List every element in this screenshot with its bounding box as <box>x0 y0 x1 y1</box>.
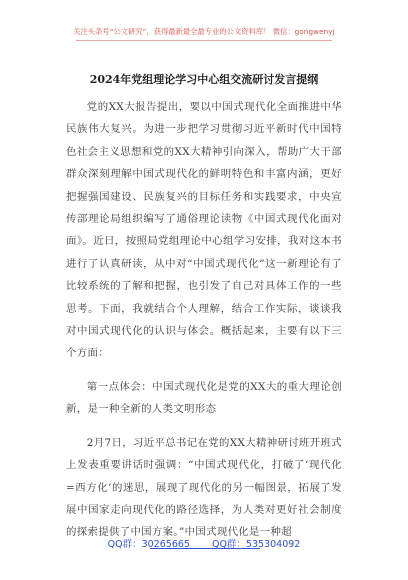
footer-qq-group-2: QQ群：535304092 <box>211 539 301 550</box>
paragraph-intro: 党的XX大报告提出，要以中国式现代化全面推进中华民族伟大复兴。为进一步把学习贯彻习近平新时代中国特色社会主义思想和党的XX大精神引向深入，帮助广大干部群众深刻理解中国式现代化的鲜明特色和丰富内涵，更好把握强国建设、民族复兴的目标任务和实践要求，中央宣传部理论局组织编写了通俗理论读物《中国式现代化面对面》。近日，按照局党组理论中心组学习安排，我对这本书进行了认真研读，从中对“中国式现代化”这一新理论有了比较系统的了解和把握，也引发了自己对具体工作的一些思考。下面，我就结合个人理解，结合工作实际，谈谈我对中国式现代化的认识与体会。概括起来，主要有以下三个方面： <box>66 101 342 360</box>
header-notice: 关注头条号“公文研究”，获得最新最全最专业的公文资料库！ 微信：gongwenyj <box>73 27 335 36</box>
document-body <box>66 96 342 544</box>
paragraph-heading-point-one: 第一点体会：中国式现代化是党的XX大的重大理论创新，是一种全新的人类文明形态 <box>66 380 342 416</box>
footer-qq-group-1: QQ群：30265665 <box>107 539 190 550</box>
paragraph-point-one-body: 2月7日，习近平总书记在党的XX大精神研讨班开班式上发表重要讲话时强调：“中国式现代化，打破了‘现代化=西方化’的迷思，展现了现代化的另一幅图景，拓展了发展中国家走向现代化的路径选择，为人类对更好社会制度的探索提供了中国方案。”中国式现代化是一种超 <box>66 436 342 539</box>
footer-underline <box>150 548 260 549</box>
document-title: 2024年党组理论学习中心组交流研讨发言提纲 <box>89 73 319 86</box>
header-divider <box>76 40 332 41</box>
